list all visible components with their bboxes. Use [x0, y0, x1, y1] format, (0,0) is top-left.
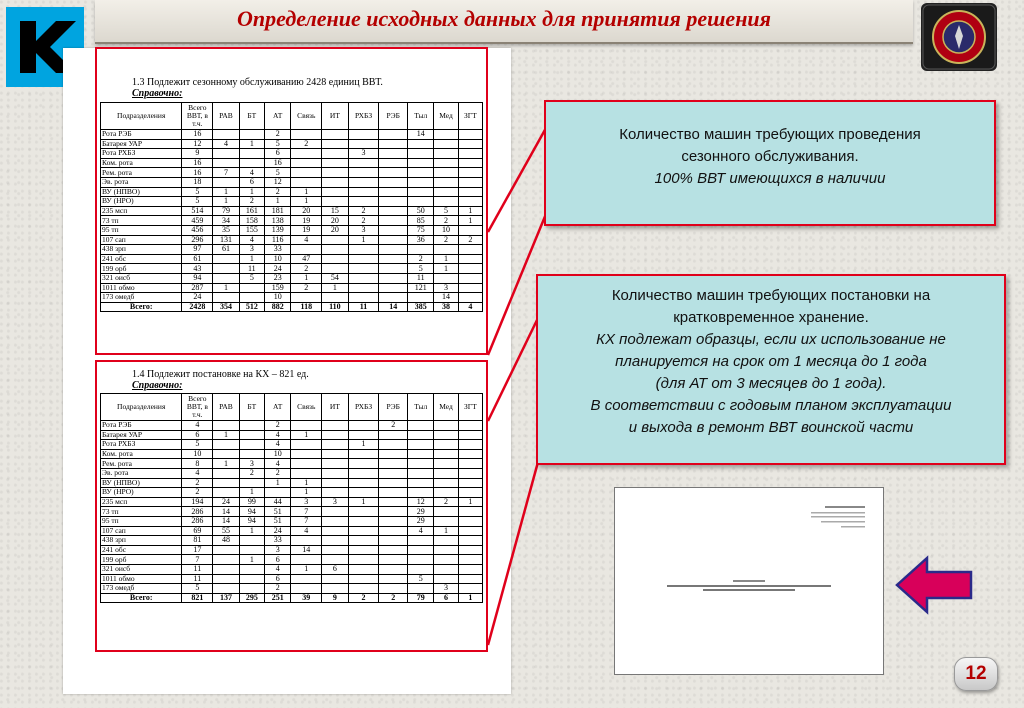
table-cell: 181	[264, 206, 290, 216]
column-header: Подразделения	[101, 103, 182, 130]
table-cell: 12	[408, 497, 434, 507]
column-header: РЭБ	[379, 394, 408, 421]
table-cell: 3	[291, 497, 322, 507]
box1-line3: 100% ВВТ имеющихся в наличии	[654, 170, 886, 187]
table-cell: 4	[239, 168, 264, 178]
column-header: Мед	[434, 103, 458, 130]
table-cell: 2	[182, 478, 213, 488]
box2-line1: Количество машин требующих постановки на	[611, 287, 931, 304]
table-cell: 1	[434, 254, 458, 264]
column-header: АТ	[264, 394, 290, 421]
table-cell: 4	[264, 564, 290, 574]
total-cell: 354	[213, 302, 239, 312]
table-cell: 2	[379, 421, 408, 431]
table-cell: 10	[264, 449, 290, 459]
table-cell: 6	[182, 430, 213, 440]
table-cell: 286	[182, 507, 213, 517]
table-cell: 11	[239, 264, 264, 274]
table-cell: 5	[239, 273, 264, 283]
table-cell: 94	[239, 516, 264, 526]
table-cell: 321 оисб	[101, 273, 182, 283]
table-cell: 1	[239, 139, 264, 149]
table-cell: 23	[264, 273, 290, 283]
total-cell: 1	[458, 593, 482, 603]
table-cell: 2	[291, 139, 322, 149]
table2-caption: 1.4 Подлежит постановке на КХ – 821 ед.	[132, 369, 309, 380]
total-cell: 4	[458, 302, 482, 312]
table-cell: 235 мсп	[101, 497, 182, 507]
table-cell: 2	[264, 130, 290, 140]
table-cell: 286	[182, 516, 213, 526]
table-cell: 34	[213, 216, 239, 226]
table-cell: 1011 обмо	[101, 283, 182, 293]
table-cell: Эв. рота	[101, 177, 182, 187]
table-cell: 94	[239, 507, 264, 517]
total-cell: Всего:	[101, 302, 182, 312]
table-cell: 33	[264, 536, 290, 546]
table-cell: 287	[182, 283, 213, 293]
table-cell: 2	[264, 584, 290, 594]
table-cell: 11	[408, 273, 434, 283]
table-cell: 438 зрп	[101, 245, 182, 255]
column-header: БТ	[239, 103, 264, 130]
total-cell: 821	[182, 593, 213, 603]
total-cell: 295	[239, 593, 264, 603]
table-cell: 3	[348, 149, 379, 159]
table-cell: 1	[291, 197, 322, 207]
column-header: ИТ	[322, 103, 348, 130]
table-cell: 2	[434, 497, 458, 507]
arrow-left-icon	[893, 554, 975, 621]
table-cell: 1	[239, 488, 264, 498]
table-cell: 4	[264, 430, 290, 440]
table-cell: 4	[264, 440, 290, 450]
table-cell: 1	[348, 497, 379, 507]
table-cell: 4	[264, 459, 290, 469]
table-cell: 33	[264, 245, 290, 255]
table-cell: 5	[434, 206, 458, 216]
table-cell: 14	[213, 516, 239, 526]
total-cell: 79	[408, 593, 434, 603]
table-cell: 16	[182, 158, 213, 168]
box2-line5: (для АТ от 3 месяцев до 1 года).	[655, 375, 887, 392]
table-cell: 85	[408, 216, 434, 226]
table-cell: 51	[264, 507, 290, 517]
table-cell: 12	[182, 139, 213, 149]
total-cell: 137	[213, 593, 239, 603]
table-cell: 1	[322, 283, 348, 293]
table-cell: 2	[239, 468, 264, 478]
table-cell: 1	[291, 273, 322, 283]
table-cell: 51	[264, 516, 290, 526]
table-cell: 2	[348, 216, 379, 226]
table-cell: 3	[348, 225, 379, 235]
table-cell: Батарея УАР	[101, 139, 182, 149]
table-cell: 3	[239, 245, 264, 255]
table-cell: 19	[291, 225, 322, 235]
table-cell: 5	[182, 197, 213, 207]
table-cell: 29	[408, 507, 434, 517]
table-cell: 1	[213, 283, 239, 293]
table-cell: 55	[213, 526, 239, 536]
table-cell: 73 тп	[101, 216, 182, 226]
table-cell: 10	[264, 293, 290, 303]
table-cell: 4	[291, 235, 322, 245]
column-header: ИТ	[322, 394, 348, 421]
table-cell: 459	[182, 216, 213, 226]
column-header: ЗГТ	[458, 103, 482, 130]
table-cell: 2	[291, 283, 322, 293]
table-cell: Рота РХБЗ	[101, 149, 182, 159]
total-cell: 882	[264, 302, 290, 312]
table-cell: 1	[291, 488, 322, 498]
table1-caption: 1.3 Подлежит сезонному обслуживанию 2428 единиц ВВТ.	[132, 77, 383, 88]
table-cell: ВУ (НПВО)	[101, 187, 182, 197]
table-cell: 99	[239, 497, 264, 507]
table-cell: 43	[182, 264, 213, 274]
table-cell: Батарея УАР	[101, 430, 182, 440]
table-cell: 2	[408, 254, 434, 264]
table-cell: 2	[264, 468, 290, 478]
table-cell: 24	[213, 497, 239, 507]
table-cell: 3	[434, 584, 458, 594]
table-cell: 35	[213, 225, 239, 235]
table-cell: 1	[239, 555, 264, 565]
table-cell: ВУ (НРО)	[101, 197, 182, 207]
column-header: РХБЗ	[348, 394, 379, 421]
table1-subcaption: Справочно:	[132, 88, 183, 99]
table-cell: 2	[239, 197, 264, 207]
table-cell: 1	[434, 526, 458, 536]
table-cell: 5	[264, 168, 290, 178]
table-cell: 24	[264, 264, 290, 274]
table-cell: 1	[239, 254, 264, 264]
column-header: ЗГТ	[458, 394, 482, 421]
total-cell: 38	[434, 302, 458, 312]
table-cell: 131	[213, 235, 239, 245]
table-cell: 321 оисб	[101, 564, 182, 574]
table-cell: 47	[291, 254, 322, 264]
table-cell: 7	[291, 516, 322, 526]
page-number-badge: 12	[954, 657, 998, 691]
table-cell: 514	[182, 206, 213, 216]
table-cell: 4	[182, 468, 213, 478]
table-cell: 5	[264, 139, 290, 149]
table-cell: 1	[291, 564, 322, 574]
table-cell: 1	[434, 264, 458, 274]
total-cell: 2	[348, 593, 379, 603]
document-thumbnail[interactable]	[614, 487, 884, 675]
table-cell: Эв. рота	[101, 468, 182, 478]
table-cell: 36	[408, 235, 434, 245]
column-header: РХБЗ	[348, 103, 379, 130]
table-cell: 438 зрп	[101, 536, 182, 546]
table-cell: Ком. рота	[101, 158, 182, 168]
column-header: РАВ	[213, 103, 239, 130]
table-cell: 199 орб	[101, 555, 182, 565]
table-cell: 1	[213, 430, 239, 440]
table-cell: Рота РХБЗ	[101, 440, 182, 450]
table-cell: 17	[182, 545, 213, 555]
table-cell: 1	[291, 478, 322, 488]
table-cell: 139	[264, 225, 290, 235]
info-box-seasonal	[544, 100, 996, 226]
table-cell: 14	[213, 507, 239, 517]
column-header: Тыл	[408, 103, 434, 130]
table-cell: 241 обс	[101, 545, 182, 555]
table-cell: 16	[264, 158, 290, 168]
table-cell: 2	[264, 187, 290, 197]
table-cell: 173 омедб	[101, 584, 182, 594]
table-cell: 11	[182, 574, 213, 584]
table-cell: 107 сап	[101, 235, 182, 245]
column-header: АТ	[264, 103, 290, 130]
column-header: Связь	[291, 394, 322, 421]
table-cell: 6	[264, 149, 290, 159]
table-cell: 7	[291, 507, 322, 517]
table-cell: 16	[182, 130, 213, 140]
table-cell: 2	[264, 421, 290, 431]
table-cell: 1	[239, 187, 264, 197]
table2-subcaption: Справочно:	[132, 380, 183, 391]
table-cell: 173 омедб	[101, 293, 182, 303]
table-cell: 5	[408, 574, 434, 584]
table-cell: 138	[264, 216, 290, 226]
table-cell: 4	[182, 421, 213, 431]
table-cell: 296	[182, 235, 213, 245]
table-cell: 4	[291, 526, 322, 536]
table-cell: 15	[322, 206, 348, 216]
table-cell: 2	[291, 264, 322, 274]
table-cell: 161	[239, 206, 264, 216]
table-cell: 24	[182, 293, 213, 303]
table-cell: 14	[434, 293, 458, 303]
table-cell: 75	[408, 225, 434, 235]
table-cell: 73 тп	[101, 507, 182, 517]
table-cell: Рота РЭБ	[101, 130, 182, 140]
table-cell: 14	[408, 130, 434, 140]
table-cell: 2	[182, 488, 213, 498]
total-cell: 251	[264, 593, 290, 603]
table-cell: Ком. рота	[101, 449, 182, 459]
table-cell: ВУ (НРО)	[101, 488, 182, 498]
table-cell: 2	[458, 235, 482, 245]
table-cell: 2	[348, 206, 379, 216]
box2-line7: и выхода в ремонт ВВТ воинской части	[628, 419, 914, 436]
table-cell: 18	[182, 177, 213, 187]
table-cell: 158	[239, 216, 264, 226]
column-header: Всего ВВТ, в т.ч.	[182, 103, 213, 130]
table-cell: 3	[434, 283, 458, 293]
column-header: Мед	[434, 394, 458, 421]
table-cell: 4	[239, 235, 264, 245]
table-cell: 10	[434, 225, 458, 235]
table-cell: 2	[434, 216, 458, 226]
table-cell: 20	[291, 206, 322, 216]
info-box-storage	[536, 274, 1006, 465]
total-cell: 385	[408, 302, 434, 312]
table-cell: 199 орб	[101, 264, 182, 274]
table-cell: 1	[213, 197, 239, 207]
table-cell: 61	[182, 254, 213, 264]
table-cell: 116	[264, 235, 290, 245]
table-cell: 241 обс	[101, 254, 182, 264]
table-cell: 94	[182, 273, 213, 283]
table-cell: 235 мсп	[101, 206, 182, 216]
table-cell: 155	[239, 225, 264, 235]
table-cell: 81	[182, 536, 213, 546]
table-cell: 1	[291, 187, 322, 197]
table-cell: 61	[213, 245, 239, 255]
table-cell: Рем. рота	[101, 459, 182, 469]
table-cell: 1	[458, 497, 482, 507]
table-cell: 3	[264, 545, 290, 555]
table-cell: 44	[264, 497, 290, 507]
box2-line2: кратковременное хранение.	[673, 309, 869, 326]
total-cell: 39	[291, 593, 322, 603]
table-cell: 5	[182, 440, 213, 450]
table-cell: 7	[213, 168, 239, 178]
column-header: Тыл	[408, 394, 434, 421]
column-header: Подразделения	[101, 394, 182, 421]
table-cell: 6	[322, 564, 348, 574]
table-cell: 50	[408, 206, 434, 216]
table-cell: 29	[408, 516, 434, 526]
table-cell: 5	[408, 264, 434, 274]
table-cell: 6	[264, 574, 290, 584]
table-cell: 69	[182, 526, 213, 536]
box2-line6: В соответствии с годовым планом эксплуатации	[590, 397, 952, 414]
table-cell: 5	[182, 187, 213, 197]
column-header: БТ	[239, 394, 264, 421]
total-cell: 110	[322, 302, 348, 312]
table-cell: 159	[264, 283, 290, 293]
table-cell: 107 сап	[101, 526, 182, 536]
table-cell: 1	[264, 197, 290, 207]
total-cell: 118	[291, 302, 322, 312]
box2-line4: планируется на срок от 1 месяца до 1 года	[615, 353, 927, 370]
box2-line3: КХ подлежат образцы, если их использование не	[596, 331, 946, 348]
table-cell: 121	[408, 283, 434, 293]
column-header: РЭБ	[379, 103, 408, 130]
total-cell: 14	[379, 302, 408, 312]
table-cell: 1	[264, 478, 290, 488]
table-cell: 19	[291, 216, 322, 226]
table-cell: 14	[291, 545, 322, 555]
table-cell: 3	[239, 459, 264, 469]
table-cell: 97	[182, 245, 213, 255]
table-cell: 10	[182, 449, 213, 459]
table-cell: 4	[408, 526, 434, 536]
total-cell: 2428	[182, 302, 213, 312]
table-cell: 11	[182, 564, 213, 574]
box1-line1: Количество машин требующих проведения	[619, 126, 921, 143]
column-header: РАВ	[213, 394, 239, 421]
column-header: Связь	[291, 103, 322, 130]
table-cell: 1011 обмо	[101, 574, 182, 584]
total-cell: 9	[322, 593, 348, 603]
table-cell: 1	[458, 206, 482, 216]
box1-line2: сезонного обслуживания.	[681, 148, 859, 165]
table-cell: Рота РЭБ	[101, 421, 182, 431]
table-cell: 95 тп	[101, 516, 182, 526]
total-cell: 512	[239, 302, 264, 312]
table-cell: 3	[322, 497, 348, 507]
table-cell: 7	[182, 555, 213, 565]
total-cell: 6	[434, 593, 458, 603]
total-cell: 11	[348, 302, 379, 312]
table-cell: 1	[458, 216, 482, 226]
table-cell: 6	[264, 555, 290, 565]
table-cell: 194	[182, 497, 213, 507]
table-cell: 1	[348, 440, 379, 450]
table-cell: 4	[213, 139, 239, 149]
table-cell: ВУ (НПВО)	[101, 478, 182, 488]
page-title: Определение исходных данных для принятия решения	[237, 6, 771, 31]
column-header: Всего ВВТ, в т.ч.	[182, 394, 213, 421]
table-cell: 5	[182, 584, 213, 594]
table-cell: 1	[348, 235, 379, 245]
table-cell: 1	[213, 187, 239, 197]
table-cell: 2	[434, 235, 458, 245]
table-cell: 20	[322, 216, 348, 226]
table-cell: 54	[322, 273, 348, 283]
table-cell: 95 тп	[101, 225, 182, 235]
table-cell: 10	[264, 254, 290, 264]
table-cell: 48	[213, 536, 239, 546]
table-cell: 16	[182, 168, 213, 178]
table-cell: 1	[213, 459, 239, 469]
total-cell: 2	[379, 593, 408, 603]
table-cell: 456	[182, 225, 213, 235]
table-cell: 9	[182, 149, 213, 159]
table-cell: 79	[213, 206, 239, 216]
table-cell: 6	[239, 177, 264, 187]
table-cell: 1	[239, 526, 264, 536]
table-cell: 12	[264, 177, 290, 187]
table-cell: 8	[182, 459, 213, 469]
total-cell: Всего:	[101, 593, 182, 603]
table-cell: 24	[264, 526, 290, 536]
table-cell: Рем. рота	[101, 168, 182, 178]
table-cell: 20	[322, 225, 348, 235]
table-cell: 1	[291, 430, 322, 440]
